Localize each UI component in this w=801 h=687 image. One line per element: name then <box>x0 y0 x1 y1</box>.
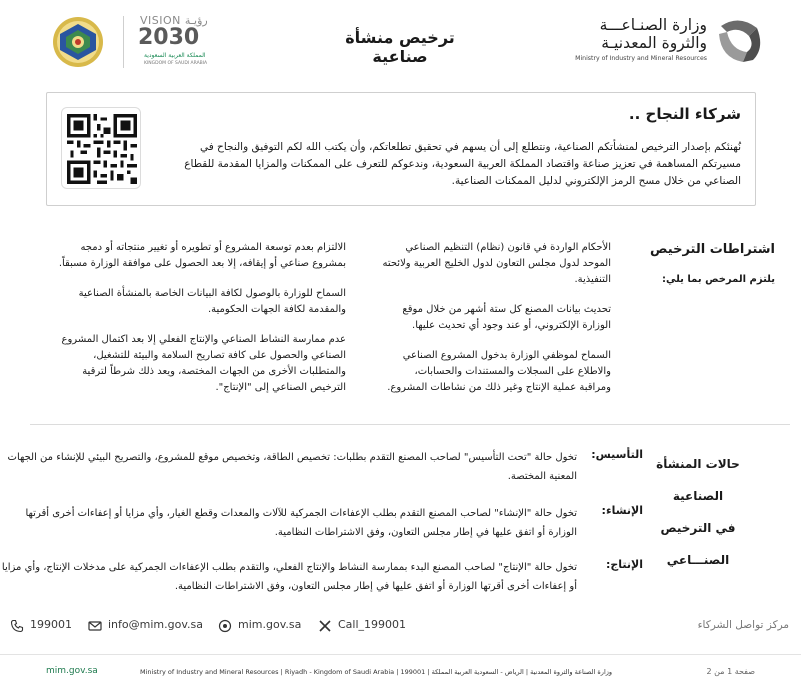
x-logo-icon <box>318 619 332 633</box>
status-label: الإنتاج: <box>605 558 643 571</box>
condition-item: تحديث بيانات المصنع كل ستة أشهر من خلال موقع الوزارة الإلكتروني، أو عند وجود أي تحديث عليها. <box>402 304 611 331</box>
conditions-subtitle: يلتزم المرخص بما يلي: <box>661 274 775 285</box>
footer-address: Ministry of Industry and Mineral Resources | Riyadh - Kingdom of Saudi Arabia | 199001 | وزارة الصناعة والثروة المعدنية | الرياض - السعودية العربية المملكة <box>140 668 613 676</box>
condition-item: عدم ممارسة النشاط الصناعي والإنتاج الفعلي إلا بعد اكتمال المشروع الصناعي والحصول على كافة تصاريح السلامة والبيئة للتشغيل، والمتطلبات الأخرى من الجهات المختصة، ويعد ذلك شرطاً لترقية الترخيص الصناعي إلى "الإنتاج". <box>61 334 346 393</box>
phone-text[interactable]: 199001 <box>30 618 72 631</box>
qr-code-frame[interactable] <box>61 107 141 189</box>
contact-label: مركز تواصل الشركاء <box>697 619 789 631</box>
conditions-title: اشتراطات الترخيص <box>650 242 775 257</box>
qr-code-icon[interactable] <box>67 114 137 184</box>
ministry-name-en: Ministry of Industry and Mineral Resources <box>575 55 707 62</box>
ministry-brand <box>535 14 765 70</box>
status-label: الإنشاء: <box>601 504 643 517</box>
vision-sub-en: KINGDOM OF SAUDI ARABIA <box>144 61 208 66</box>
statuses-title-line2: في الترخيص الصنـــاعي <box>660 521 736 567</box>
page-header <box>0 0 801 84</box>
phone-icon <box>10 619 24 633</box>
ministry-name-ar-line2: والثروة المعدنيـة <box>601 34 707 52</box>
document-title: ترخيص منشأة صناعية <box>345 28 455 66</box>
partners-title: شركاء النجاح .. <box>628 105 741 123</box>
gcc-emblem-icon <box>52 16 104 68</box>
status-label: التأسيس: <box>591 448 643 461</box>
website-text[interactable]: mim.gov.sa <box>238 618 302 631</box>
condition-item: السماح للوزارة بالوصول لكافة البيانات الخاصة بالمنشأة الصناعية والمقدمة لكافة الجهات الحكومية. <box>78 288 346 315</box>
footer-website[interactable]: mim.gov.sa <box>46 666 98 676</box>
email-icon <box>88 619 102 633</box>
status-text: تخول حالة "الإنشاء" لصاحب المصنع التقدم بطلب الإعفاءات الجمركية للآلات والمعدات وقطع الغيار، وأي مزايا أو إعفاءات أخرى أقرتها الوزارة أو اتفق عليها في إطار مجلس التعاون، وفق الاشتراطات النظامية. <box>25 508 577 538</box>
status-text: تخول حالة "تحت التأسيس" لصاحب المصنع التقدم بطلبات: تخصيص الطاقة، وتخصيص موقع للمشروع، والتصريح البيئي للإنشاء من الجهات المعنية المختصة. <box>7 452 577 482</box>
partners-box <box>46 92 756 206</box>
conditions-column-left <box>56 240 346 410</box>
partner-contact-bar <box>0 612 801 640</box>
vision-2030-logo <box>138 14 228 70</box>
facility-statuses-section <box>0 430 801 600</box>
statuses-title-line1: حالات المنشأة الصناعية <box>656 457 740 503</box>
status-text: تخول حالة "الإنتاج" لصاحب المصنع البدء بممارسة النشاط والإنتاج الفعلي، والتقدم بطلب الإعفاءات الجمركية على مدخلات الإنتاج، وأي مزايا أو إعفاءات أخرى أقرتها الوزارة أو اتفق عليها في إطار مجلس التعاون، وفق الاشتراطات النظامية. <box>1 562 577 592</box>
page-footer <box>0 662 801 682</box>
vision-label: VISION رؤيـة <box>140 14 208 27</box>
vision-sub-ar: المملكة العربية السعودية <box>144 52 206 59</box>
ministry-name-ar-line1: وزارة الصنـاعـــة <box>599 16 707 34</box>
condition-item: الالتزام بعدم توسعة المشروع أو تطويره أو تغيير منتجاته أو دمجه بمشروع صناعي أو إيقافه، إلا بعد الحصول على موافقة الوزارة مسبقاً. <box>58 242 346 269</box>
footer-divider <box>0 654 801 655</box>
conditions-column-right <box>381 240 611 410</box>
condition-item: السماح لموظفي الوزارة بدخول المشروع الصناعي والاطلاع على السجلات والمستندات والحسابات، ومراقبة عملية الإنتاج وغير ذلك من نشاطات المشروع. <box>387 350 611 393</box>
partners-body: نُهنئكم بإصدار الترخيص لمنشأتكم الصناعية، ونتطلع إلى أن يسهم في تحقيق تطلعاتكم، وأن يكتب الله لكم التوفيق والنجاح في مسيرتكم المساهمة في تعزيز صناعة واقتصاد المملكة العربية السعودية، وندعوكم للتعرف على الممكنات والمزايا المقدمة للقطاع الصناعي من خلال مسح الرمز الإلكتروني لدليل الممكنات الصناعية. <box>184 141 741 187</box>
globe-icon <box>218 619 232 633</box>
page-number: صفحة 1 من 2 <box>706 667 755 676</box>
header-divider <box>123 16 124 68</box>
ministry-logo-icon <box>713 16 765 66</box>
license-conditions-section <box>0 226 801 412</box>
ministry-name <box>575 16 707 62</box>
section-divider <box>30 424 790 425</box>
statuses-title <box>633 448 763 576</box>
x-handle-text[interactable]: Call_199001 <box>338 618 407 631</box>
condition-item: الأحكام الواردة في قانون (نظام) التنظيم الصناعي الموحد لدول مجلس التعاون لدول الخليج العربية ولائحته التنفيذية. <box>382 242 611 285</box>
email-text[interactable]: info@mim.gov.sa <box>108 618 203 631</box>
vision-number: 2030 <box>138 25 200 50</box>
